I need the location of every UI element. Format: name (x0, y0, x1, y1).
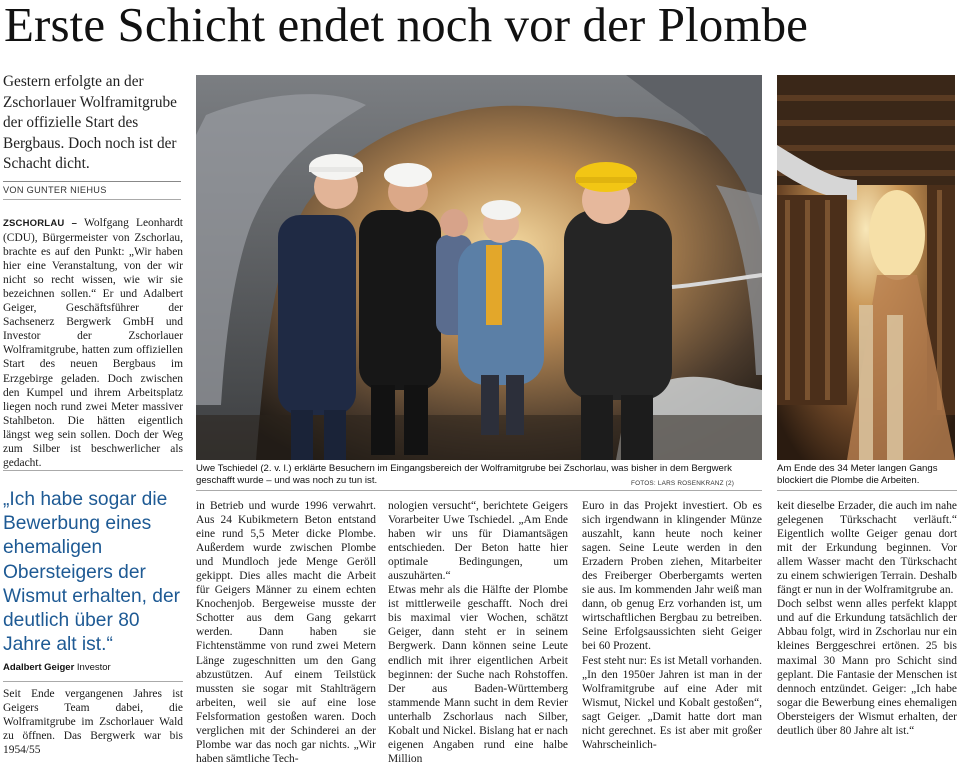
divider (3, 470, 183, 471)
pull-quote-author (3, 662, 111, 673)
pull-quote: „Ich habe sogar die Bewerbung eines ehemaligen Obersteigers der Wismut erhalten, der deutlich über 80 Jahre alt ist.“ (3, 489, 181, 656)
article-column-1: Seit Ende vergangenen Jahres ist Geigers Team dabei, die Wolframitgrube im Zschorlauer Wald zu öffnen. Das Bergwerk war bis 1954/55 (3, 688, 183, 757)
divider (3, 199, 181, 200)
quote-author-role: Investor (74, 662, 111, 673)
article-column-5: keit dieselbe Erzader, die auch im nahe gelegenen Türkschacht verläuft.“ Eigentlich wollte Geiger genau dort mit der Erkundung beginnen. Vor allem Wasser macht den Türkschacht zu einem schwierigen Terrain. Deshalb fängt er nun in der Wolframitgrube an. Doch selbst wenn alles perfekt klappt und auf die Erkundung tatsächlich der Abbau folgt, wird in Zschorlau nur ein kleines Berggeschrei ertönen. 25 bis maximal 30 Mann pro Schicht sind geplant. Die Fantasie der Menschen ist dennoch entzündet. Geiger: „Ich habe sogar die Bewerbung eines ehemaligen Obersteigers der Wismut erhalten, der deutlich über 80 Jahre alt ist.“ (777, 500, 957, 737)
divider (3, 681, 183, 682)
photo-credit: FOTOS: LARS ROSENKRANZ (2) (631, 480, 735, 487)
teaser: Gestern erfolgte an der Zschorlauer Wolframitgrube der offizielle Start des Bergbaus. Doch noch ist der Schacht dicht. (3, 73, 177, 173)
article-intro (3, 216, 183, 470)
divider (3, 181, 181, 182)
divider (777, 490, 957, 491)
main-photo (196, 75, 762, 460)
side-photo-caption: Am Ende des 34 Meter langen Gangs blockiert die Plombe die Arbeiten. (777, 463, 938, 487)
article-column-2: in Betrieb und wurde 1996 verwahrt. Aus 24 Kubikmetern Beton entstand eine rund 5,5 Meter dicke Plombe. Außerdem wurde zwischen Plombe und Mundloch jede Menge Geröll gekippt. Dies alles macht die Arbeit für Geigers Männer zu einem echten Knochenjob. Bergeweise musste der Schotter aus dem Gang gekarrt werden. Dann haben sie Fichtenstämme von rund zwei Metern Länge zugeschnitten um den Gang abzustützen. Auf einem Teilstück mussten sie sogar mit Stahlträgern arbeiten, weil sie auf eine lose Felsformation gestoßen waren. Doch verglichen mit der Schinderei an der Plombe war das noch gar nichts. „Wir haben sämtliche Tech- (196, 500, 376, 765)
divider (196, 490, 762, 491)
quote-author-name: Adalbert Geiger (3, 662, 75, 673)
dateline: ZSCHORLAU – (3, 218, 78, 229)
headline: Erste Schicht endet noch vor der Plombe (4, 0, 809, 52)
side-photo (777, 75, 955, 460)
article-intro-text: Wolfgang Leonhardt (CDU), Bürgermeister von Zschorlau, brachte es auf den Punkt: „Wir haben hier eine Veranstaltung, von der wir nicht so recht wissen, wie wir sie bezeichnen sollen.“ Er und Adalbert Geiger, Geschäftsführer der Sachsenerz Bergwerk GmbH und Investor der Zschorlauer Wolframitgrube, hatten zum offiziellen Start des neuen Bergbaus im Erzgebirge geladen. Doch zwischen den Kumpel und ihrem Arbeitsplatz liegen noch rund zwei Meter massiver Stahlbeton. Die hätten eigentlich längst weg sein sollen. Doch der Weg zum Silber ist beschwerlicher als gedacht. (3, 217, 183, 469)
byline: VON GUNTER NIEHUS (3, 184, 107, 195)
article-column-4: Euro in das Projekt investiert. Ob es sich irgendwann in klingender Münze auszahlt, kann heute noch keiner sagen. Seine Leute werden in den Erzadern Proben ziehen, Mitarbeiter des Freiberger Oberbergamts werten sie aus. Im kommenden Jahr weiß man dann, ob genug Erz vorhanden ist, um wirtschaftlichen Bergbau zu betreiben. Seine Erfolgsaussichten sieht Geiger bei 60 Prozent. Fest steht nur: Es ist Metall vorhanden. „In den 1950er Jahren ist man in der Wolframitgrube auf eine Ader mit Wismut, Nickel und Kobalt gestoßen“, sagt Geiger. „Damit hatte dort man nicht gerechnet. Es ist aber mit großer Wahrscheinlich- (582, 500, 762, 751)
article-column-3: nologien versucht“, berichtete Geigers Vorarbeiter Uwe Tschiedel. „Am Ende haben wir uns für Diamantsägen entschieden. Der Beton hatte hier optimale Bedingungen, um auszuhärten.“ Etwas mehr als die Hälfte der Plombe ist mittlerweile geschafft. Noch drei bis maximal vier Wochen, schätzt Geiger, dann steht er in seinem Bergwerk. Dann können seine Leute endlich mit ihrer eigentlichen Arbeit beginnen: der Suche nach Rohstoffen. Der aus Baden-Württemberg stammende Mann sucht in dem Revier unterhalb Zschorlaus nach Silber, Kobalt und Nickel. Bislang hat er nach eigenen Angaben rund eine halbe Million (388, 500, 568, 765)
photo-caption: Uwe Tschiedel (2. v. l.) erklärte Besuchern im Eingangsbereich der Wolframitgrube bei Zschorlau, was bisher in dem Bergwerk geschafft wurde – und was noch zu tun ist. (196, 463, 732, 487)
lead-column (3, 72, 183, 200)
